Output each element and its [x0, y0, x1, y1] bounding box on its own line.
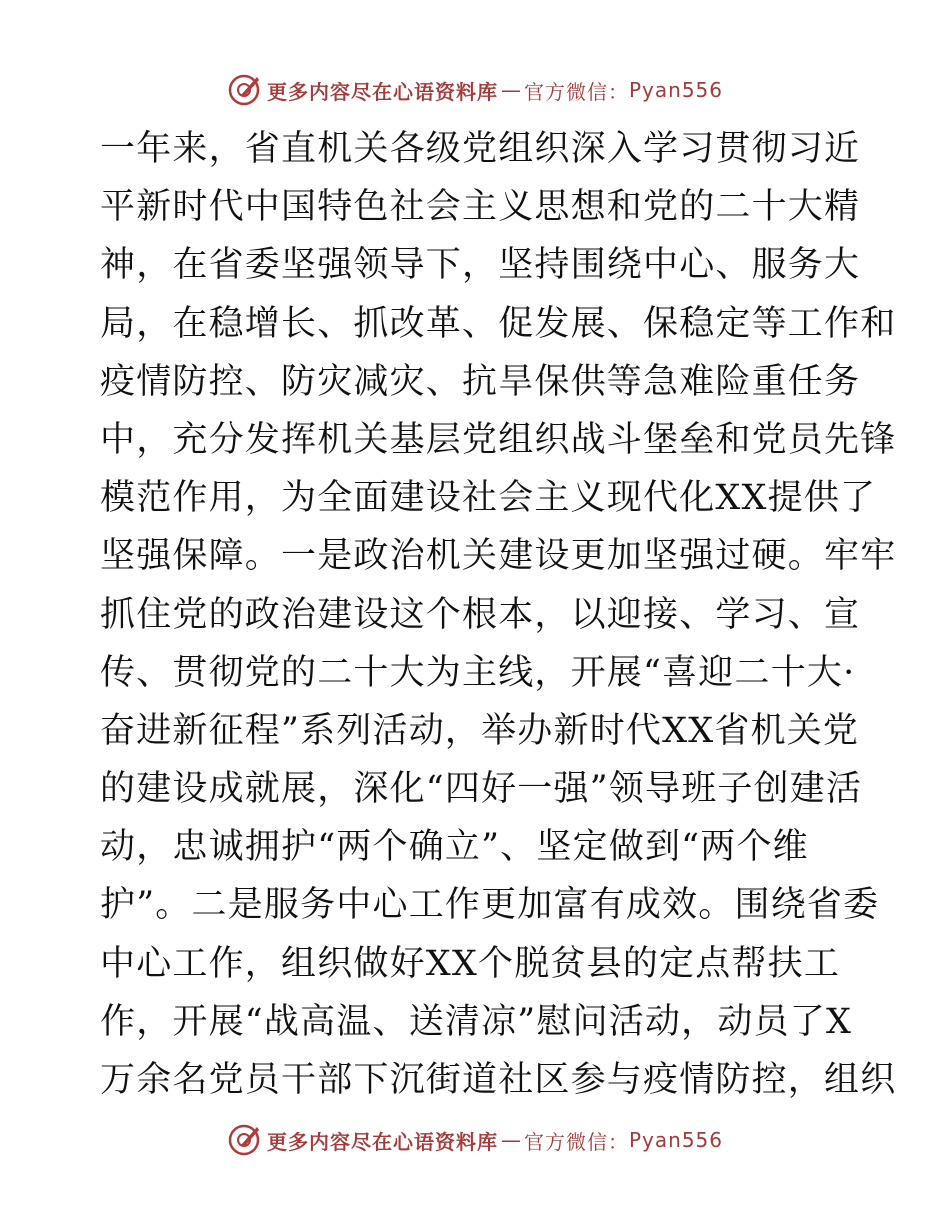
text-line: 神，在省委坚强领导下，坚持围绕中心、服务大 — [100, 245, 861, 286]
watermark-account: Pyan556 — [628, 1128, 723, 1152]
document-body — [100, 120, 897, 1109]
text-line: 奋进新征程”系列活动，举办新时代XX省机关党 — [100, 710, 860, 751]
text-line: 一年来，省直机关各级党组织深入学习贯彻习近 — [100, 129, 861, 169]
footer-watermark — [0, 1120, 950, 1160]
text-line: 中心工作，组织做好XX个脱贫县的定点帮扶工 — [100, 943, 841, 984]
watermark-label: 官方微信： — [523, 79, 629, 104]
text-line: 模范作用，为全面建设社会主义现代化XX提供了 — [100, 478, 877, 519]
text-line: 护”。二是服务中心工作更加富有成效。围绕省委 — [100, 885, 880, 926]
text-line: 动，忠诚拥护“两个确立”、坚定做到“两个维 — [100, 827, 809, 868]
logo-icon — [227, 73, 261, 107]
text-line: 局，在稳增长、抓改革、促发展、保稳定等工作和 — [100, 303, 897, 344]
watermark-main-text: 更多内容尽在心语资料库 — [266, 1129, 498, 1154]
watermark-dash: — — [500, 78, 521, 102]
watermark-label: 官方微信： — [523, 1129, 629, 1154]
logo-icon — [227, 1123, 261, 1157]
text-line: 疫情防控、防灾减灾、抗旱保供等急难险重任务 — [100, 361, 861, 402]
watermark-dash: — — [500, 1128, 521, 1152]
text-line: 的建设成就展，深化“四好一强”领导班子创建活 — [100, 769, 863, 810]
header-watermark — [0, 70, 950, 110]
watermark-account: Pyan556 — [628, 78, 723, 102]
text-line: 传、贯彻党的二十大为主线，开展“喜迎二十大· — [100, 652, 856, 693]
text-line: 作，开展“战高温、送清凉”慰问活动，动员了X — [100, 1001, 853, 1042]
watermark-main-text: 更多内容尽在心语资料库 — [266, 79, 498, 104]
text-line: 平新时代中国特色社会主义思想和党的二十大精 — [100, 187, 861, 228]
text-line: 中，充分发挥机关基层党组织战斗堡垒和党员先锋 — [100, 419, 897, 460]
text-line: 坚强保障。一是政治机关建设更加坚强过硬。牢牢 — [100, 536, 897, 577]
text-line: 抓住党的政治建设这个根本，以迎接、学习、宣 — [100, 594, 861, 635]
text-line: 万余名党员干部下沉街道社区参与疫情防控，组织 — [100, 1060, 897, 1100]
